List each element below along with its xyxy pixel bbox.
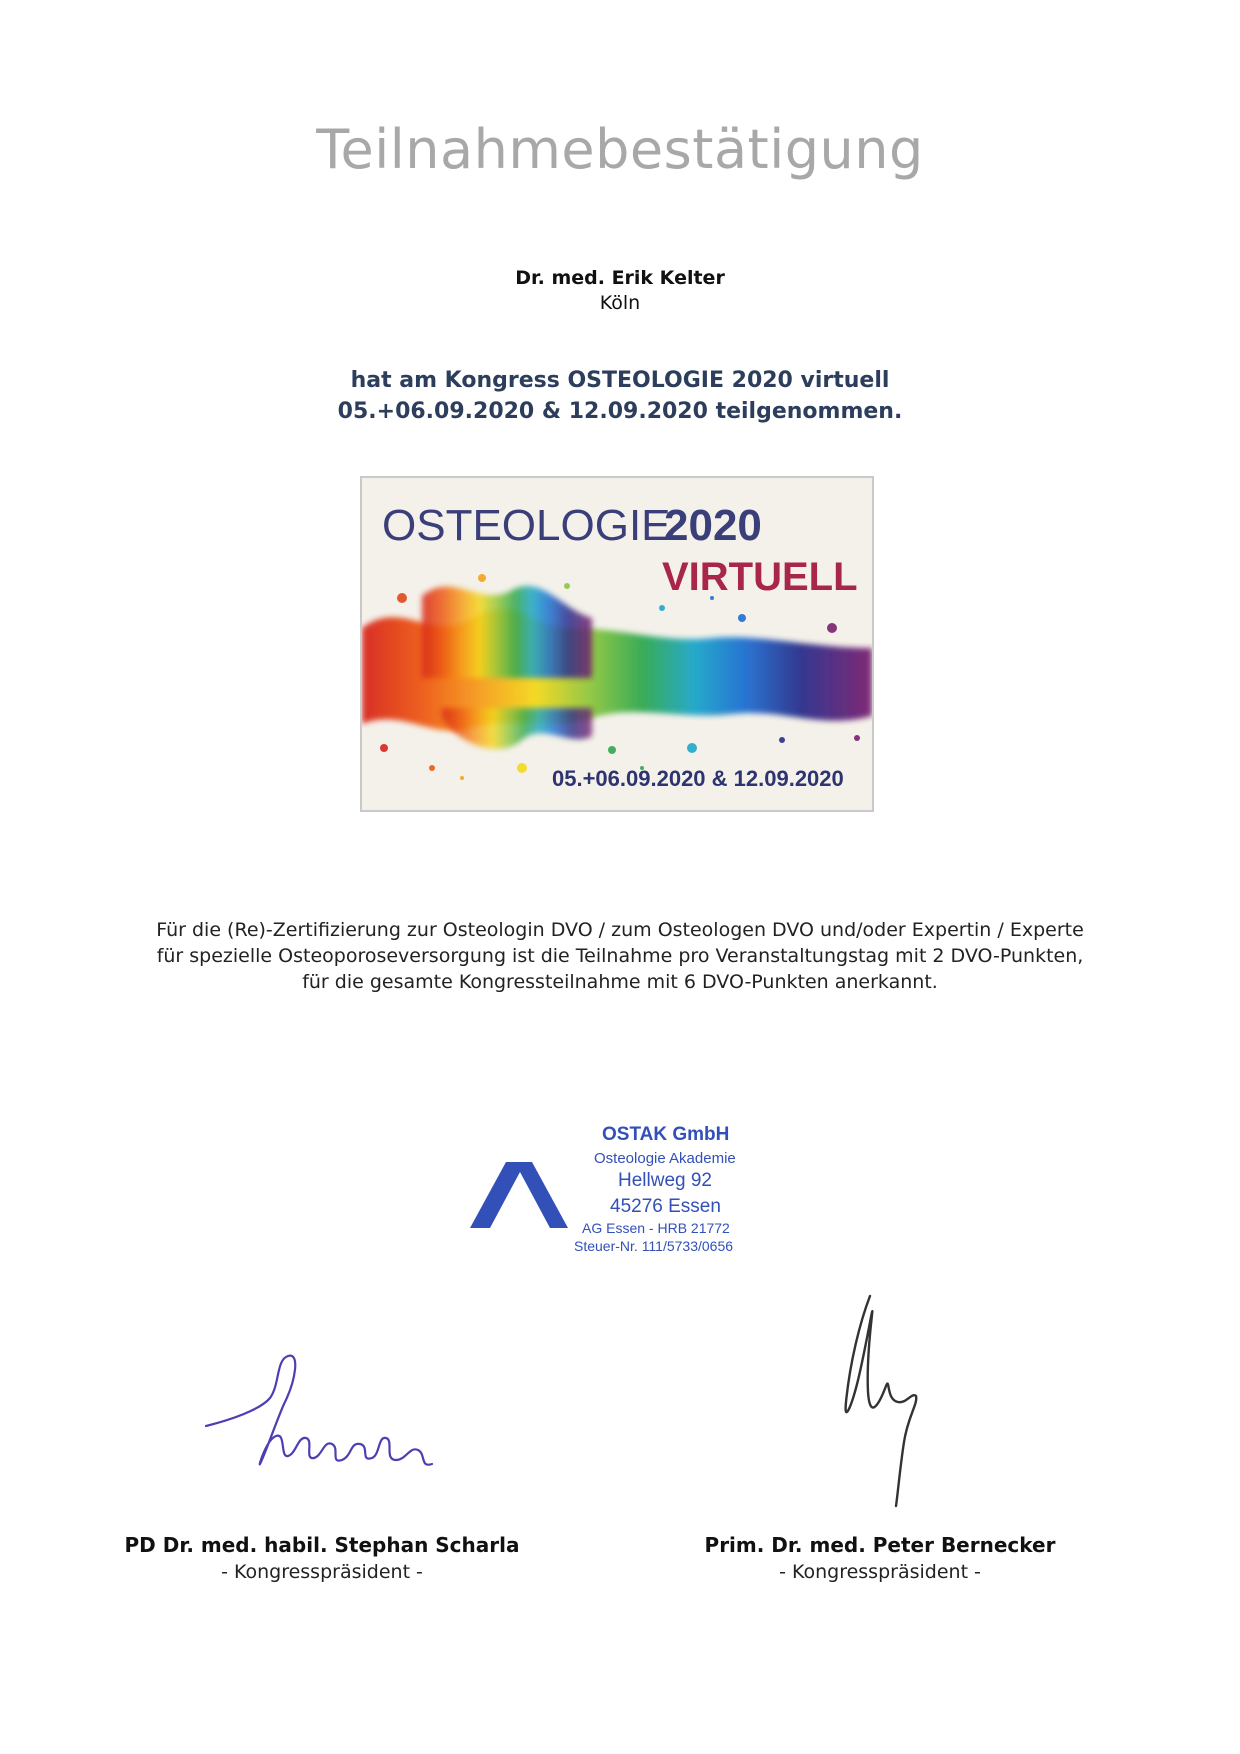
signer-right-role: - Kongresspräsident - <box>779 1561 981 1583</box>
signer-right-name: Prim. Dr. med. Peter Bernecker <box>704 1533 1056 1557</box>
participant-city: Köln <box>599 292 641 314</box>
stamp-register: AG Essen - HRB 21772 <box>582 1220 730 1236</box>
company-stamp <box>470 1118 790 1268</box>
stamp-subtitle: Osteologie Akademie <box>594 1150 736 1167</box>
signer-left-name: PD Dr. med. habil. Stephan Scharla <box>124 1533 520 1557</box>
banner-dates: 05.+06.09.2020 & 12.09.2020 <box>552 766 844 791</box>
stamp-city: 45276 Essen <box>610 1196 721 1217</box>
signature-bernecker <box>820 1292 940 1512</box>
banner-artwork <box>362 478 872 810</box>
banner-title-bold: 2020 <box>664 501 762 550</box>
congress-banner <box>360 476 874 812</box>
ostak-logo-icon <box>470 1158 590 1230</box>
banner-title-light: OSTEOLOGIE <box>382 501 671 550</box>
headline-line-1: hat am Kongress OSTEOLOGIE 2020 virtuell <box>350 368 890 393</box>
note-line-1: Für die (Re)-Zertifizierung zur Osteologin DVO / zum Osteologen DVO und/oder Expertin / Experte <box>156 919 1084 941</box>
participant-name: Dr. med. Erik Kelter <box>515 267 725 289</box>
stamp-tax: Steuer-Nr. 111/5733/0656 <box>574 1238 734 1254</box>
note-line-2: für spezielle Osteoporoseversorgung ist die Teilnahme pro Veranstaltungstag mit 2 DVO-Punkten, <box>156 945 1084 967</box>
note-line-3: für die gesamte Kongressteilnahme mit 6 DVO-Punkten anerkannt. <box>302 971 938 993</box>
stamp-street: Hellweg 92 <box>618 1170 712 1191</box>
headline-line-2: 05.+06.09.2020 & 12.09.2020 teilgenommen. <box>337 399 903 424</box>
signer-left-role: - Kongresspräsident - <box>221 1561 423 1583</box>
signature-scharla <box>200 1340 440 1490</box>
banner-subtitle: VIRTUELL <box>662 555 858 599</box>
stamp-company: OSTAK GmbH <box>602 1124 730 1145</box>
document-title: Teilnahmebestätigung <box>316 118 924 181</box>
